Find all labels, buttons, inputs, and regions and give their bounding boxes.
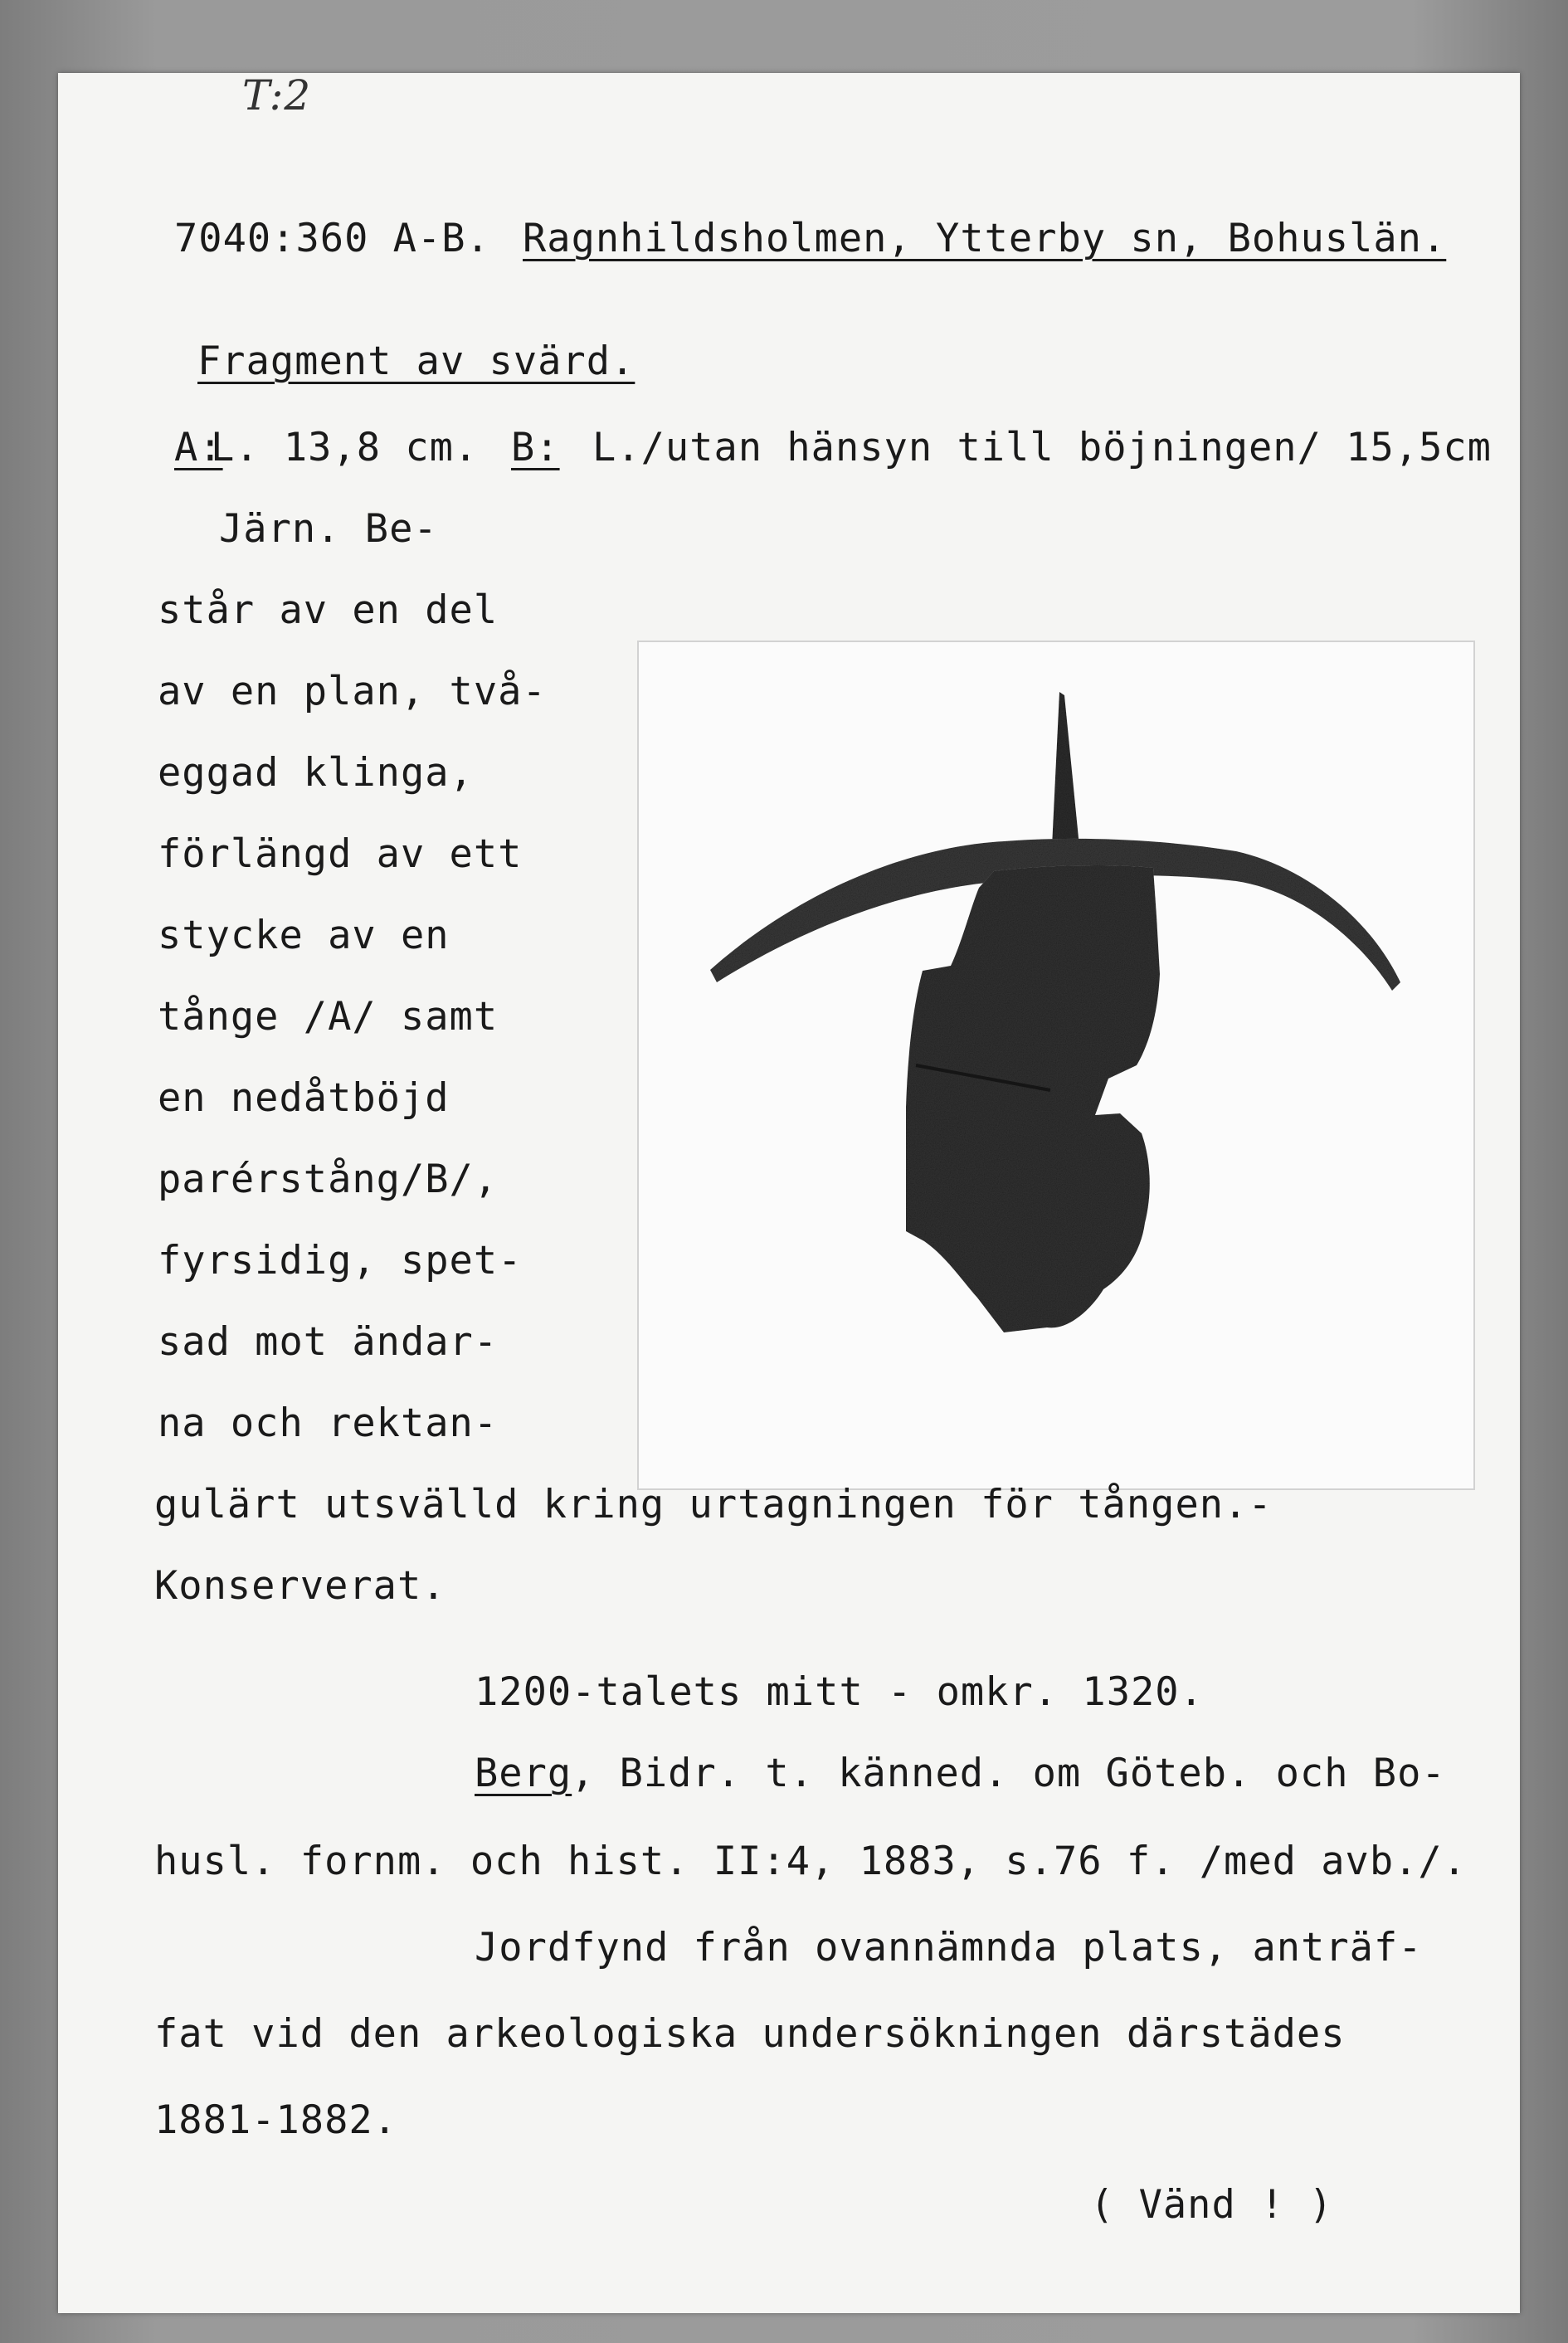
dimension-a-text: L. 13,8 cm.	[211, 425, 479, 470]
catalog-card	[58, 73, 1520, 2313]
description-line: eggad klinga,	[158, 750, 474, 796]
blade-fragment	[906, 865, 1160, 1332]
description-line: Konserverat.	[154, 1563, 446, 1609]
dimension-b-text: L./utan hänsyn till böjningen/ 15,5cm	[592, 425, 1492, 470]
catalog-number: 7040:360 A-B.	[174, 216, 490, 261]
description-line: sad mot ändar-	[158, 1319, 499, 1365]
description-line: en nedåtböjd	[158, 1075, 450, 1121]
find-line: 1881-1882.	[154, 2097, 397, 2143]
dimension-a-label: A:	[174, 425, 223, 470]
description-line: gulärt utsvälld kring urtagningen för tången.-	[154, 1482, 1273, 1527]
reference-text: , Bidr. t. känned. om Göteb. och Bo-	[571, 1751, 1446, 1796]
handwritten-code: T:2	[242, 71, 312, 119]
turn-over-note: ( Vänd ! )	[1090, 2182, 1333, 2228]
description-line: tånge /A/ samt	[158, 994, 499, 1040]
description-line: står av en del	[158, 587, 499, 633]
reference-author: Berg	[475, 1751, 572, 1796]
find-line: fat vid den arkeologiska undersökningen därstädes	[154, 2011, 1346, 2057]
object-title: Fragment av svärd.	[197, 339, 635, 384]
dating: 1200-talets mitt - omkr. 1320.	[475, 1669, 1204, 1715]
description-line: na och rektan-	[158, 1400, 499, 1446]
description-line: fyrsidig, spet-	[158, 1238, 523, 1284]
description-line: Järn. Be-	[219, 506, 438, 552]
dimension-b-label: B:	[511, 425, 560, 470]
tang	[1052, 692, 1079, 846]
description-line: parérstång/B/,	[158, 1157, 499, 1202]
description-line: förlängd av ett	[158, 831, 523, 877]
description-line: stycke av en	[158, 913, 450, 958]
sword-fragment-image	[639, 642, 1473, 1488]
find-location: Ragnhildsholmen, Ytterby sn, Bohuslän.	[523, 216, 1447, 261]
artifact-photo	[639, 642, 1473, 1488]
description-line: av en plan, två-	[158, 669, 547, 714]
find-line: Jordfynd från ovannämnda plats, anträf-	[475, 1925, 1423, 1970]
reference-text-continued: husl. fornm. och hist. II:4, 1883, s.76 f. /med avb./.	[154, 1839, 1468, 1884]
